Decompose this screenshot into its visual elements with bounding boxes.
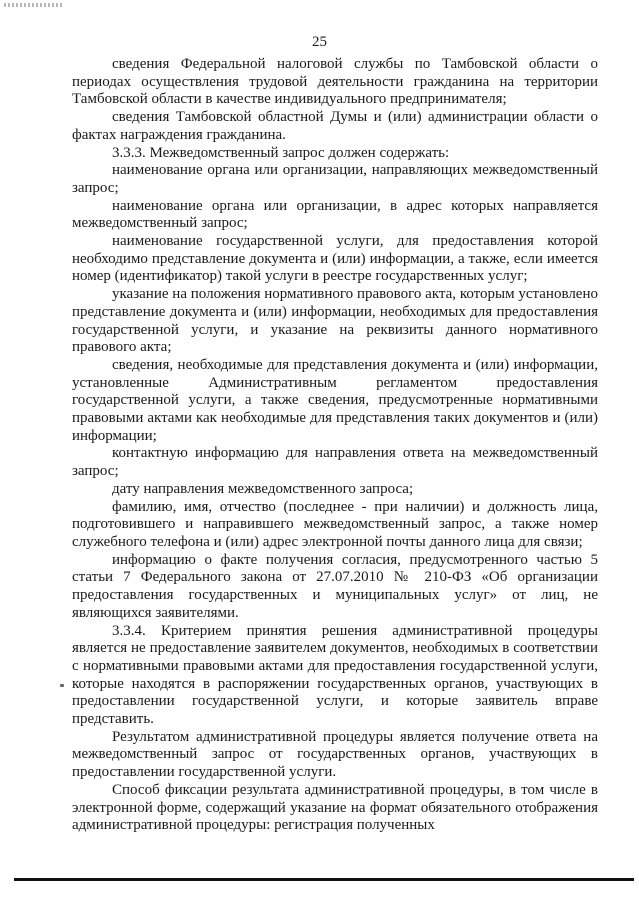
paragraph: наименование органа или организации, направляющих межведомственный запрос; [72, 162, 598, 196]
paragraph: 3.3.3. Межведомственный запрос должен содержать: [112, 144, 450, 161]
paragraph: фамилию, имя, отчество (последнее - при наличии) и должность лица, подготовившего и направившего межведомственный запрос, а также номер служебного телефона и (или) адрес электронной почты данного лица для связи; [72, 498, 598, 550]
paragraph: Результатом административной процедуры является получение ответа на межведомственный запрос от государственных органов, участвующих в предоставлении государственной услуги. [72, 728, 598, 781]
paragraph: информацию о факте получения согласия, предусмотренного частью 5 статьи 7 Федерального закона от 27.07.2010 № 210-ФЗ «Об организации предоставления государственных и муниципальных услуг» от лиц, не являющихся заявителями. [72, 551, 598, 621]
paragraph: сведения Тамбовской областной Думы и (или) администрации области о фактах награждения гражданина. [72, 109, 598, 143]
page-number: 25 [312, 34, 327, 50]
page-bottom-edge [14, 878, 634, 881]
paragraph: дату направления межведомственного запроса; [112, 480, 414, 497]
paragraph: сведения Федеральной налоговой службы по Тамбовской области о периодах осуществления трудовой деятельности гражданина на территории Тамбовской области в качестве индивидуального предпринимателя; [72, 56, 598, 108]
document-body [72, 56, 598, 835]
paragraph: наименование органа или организации, в адрес которых направляется межведомственный запрос; [72, 197, 598, 232]
paragraph: 3.3.4. Критерием принятия решения административной процедуры является не предоставление заявителем документов, необходимых в соответствии с нормативными правовыми актами для предоставления государственной услуги, которые находятся в распоряжении государственных органов, участвующих в предоставлении государственной услуги, и которые заявитель вправе представить. [72, 622, 598, 728]
paragraph: контактную информацию для направления ответа на межведомственный запрос; [72, 445, 598, 480]
paragraph: Способ фиксации результата административной процедуры, в том числе в электронной форме, содержащий указание на формат обязательного отображения административной процедуры: регистрация полученных [72, 781, 598, 834]
paragraph: указание на положения нормативного правового акта, которым установлено представление документа и (или) информации, необходимых для предоставления государственной услуги, и указание на реквизиты данного нормативного правового акта; [72, 286, 598, 356]
paragraph: наименование государственной услуги, для предоставления которой необходимо представление документа и (или) информации, а также, если имеется номер (идентификатор) такой услуги в реестре государственных услуг; [72, 233, 598, 285]
scan-header-mark [4, 3, 64, 7]
paragraph: сведения, необходимые для представления документа и (или) информации, установленные Административным регламентом предоставления государственной услуги, а также сведения, предусмотренные нормативными правовыми актами как необходимые для представления таких документов и (или) информации; [72, 356, 598, 444]
scan-speck [60, 684, 64, 687]
